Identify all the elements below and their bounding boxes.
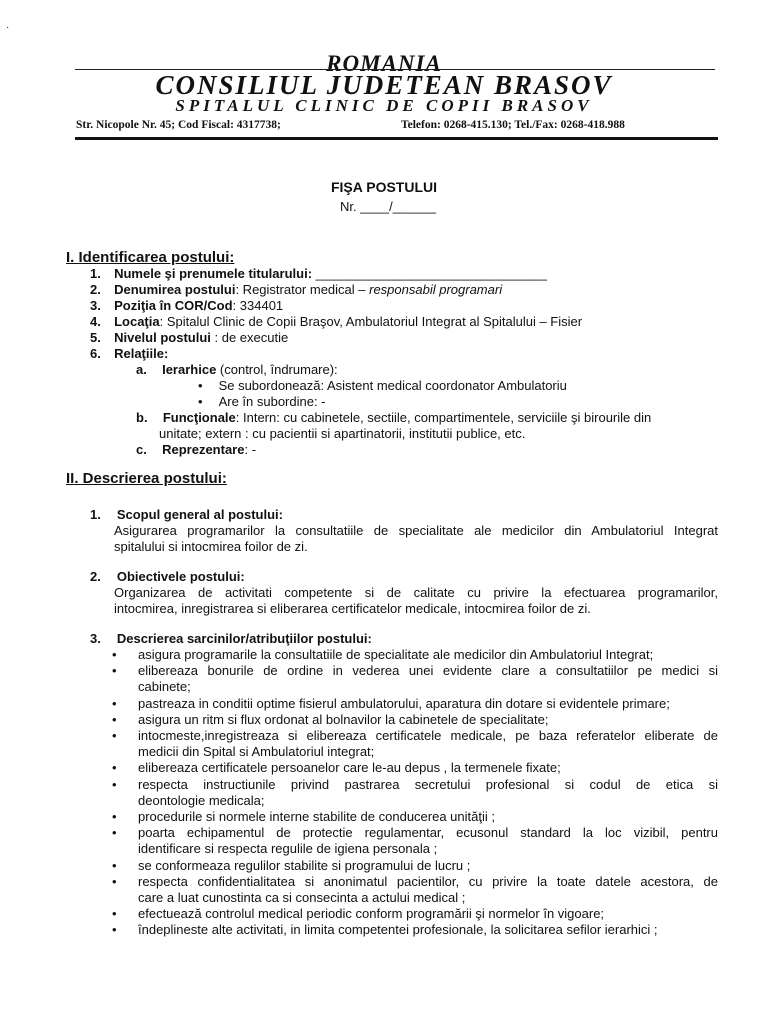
task-item-line: respecta instructiunile privind pastrarea secretului profesional si codul de etica si <box>138 776 718 792</box>
scope-line-2: spitalului si intocmirea foilor de zi. <box>114 539 308 554</box>
item-label: Numele şi prenumele titularului: <box>114 266 313 281</box>
header-address: Str. Nicopole Nr. 45; Cod Fiscal: 4317738; <box>76 119 281 131</box>
task-item-line: elibereaza bonurile de ordine in vederea unei evidente clare a consultatiilor pe medici si <box>138 663 718 679</box>
item-3 <box>90 298 283 314</box>
item-label: Denumirea postului <box>114 282 236 297</box>
bullet-icon: • <box>112 906 117 922</box>
item-2 <box>90 282 502 298</box>
relation-text: : - <box>244 442 257 457</box>
section-1-heading: I. Identificarea postului: <box>66 249 235 266</box>
task-item-line: intocmeste,inregistreaza si elibereaza certificatele medicale, pe baza referatelor eliberate de <box>138 728 718 743</box>
relation-a <box>136 362 338 378</box>
bullet-icon: • <box>112 663 117 679</box>
item-number: 6. <box>90 346 101 361</box>
task-item-line: deontologie medicala; <box>138 792 265 808</box>
bullet-icon: • <box>112 728 117 743</box>
bullet-icon: • <box>112 825 117 841</box>
item-label: Relaţiile: <box>114 346 169 361</box>
objectives-line-1: Organizarea de activitati competente si de calitate cu privire la efectuarea programarilor, <box>114 585 718 600</box>
bullet-icon: • <box>112 857 117 873</box>
paragraph-number: 3. <box>90 631 101 646</box>
objectives-line-2: intocmirea, inregistrarea si eliberarea certificatelor medicale, intocmirea foilor de zi. <box>114 601 591 616</box>
task-item-line: elibereaza certificatele persoanelor care le-au depus , la termenele fixate; <box>138 760 561 776</box>
paragraph-title: Scopul general al postului: <box>116 507 283 522</box>
item-extra: responsabil programari <box>369 282 503 297</box>
bullet-icon: • <box>198 378 203 393</box>
relation-text: : Intern: cu cabinetele, sectiile, compartimentele, serviciile şi birourile din <box>235 410 652 425</box>
task-item-line: care a luat cunostinta ca si consecinta a actului medical ; <box>138 890 466 905</box>
item-number: 4. <box>90 314 101 329</box>
paragraph-title: Obiectivele postului: <box>116 569 245 584</box>
bullet-icon: • <box>112 809 117 824</box>
item-number: 2. <box>90 282 101 297</box>
task-item-line: asigura un ritm si flux ordonat al bolnavilor la cabinetele de specialitate; <box>138 711 549 727</box>
item-label: Poziţia în COR/Cod <box>114 298 233 313</box>
relation-letter: c. <box>136 442 147 457</box>
relation-title: Reprezentare <box>162 442 245 457</box>
relation-letter: b. <box>136 410 148 425</box>
document-number: Nr. ____/______ <box>340 199 437 214</box>
section-2-heading: II. Descrierea postului: <box>66 470 227 487</box>
relation-a-bullet-2 <box>198 394 326 410</box>
item-6 <box>90 346 168 362</box>
paragraph-title: Descrierea sarcinilor/atribuţiilor postului: <box>116 631 372 646</box>
relation-c <box>136 442 256 458</box>
task-item-line: cabinete; <box>138 679 191 695</box>
item-value: : 334401 <box>232 298 284 313</box>
task-item-line: identificare si respecta regulile de igiena personala ; <box>138 841 438 857</box>
item-value: : de executie <box>210 330 289 345</box>
relation-title: Funcţionale <box>162 410 236 425</box>
document-title: FIŞA POSTULUI <box>330 179 438 195</box>
bullet-icon: • <box>112 711 117 727</box>
header-council: CONSILIUL JUDETEAN BRASOV <box>155 70 613 100</box>
header-contact <box>76 118 716 132</box>
scan-speck: · <box>6 22 10 33</box>
bullet-text: Are în subordine: - <box>218 394 326 409</box>
relation-b <box>136 410 651 426</box>
tasks-heading <box>90 631 372 647</box>
header-hospital: SPITALUL CLINIC DE COPII BRASOV <box>175 96 593 115</box>
scope-line-1: Asigurarea programarilor la consultatiile de specialitate ale medicilor din Ambulatoriul Integrat <box>114 523 718 538</box>
relation-letter: a. <box>136 362 147 377</box>
task-item-line: se conformeaza regulilor stabilite si programului de lucru ; <box>138 857 471 873</box>
relation-a-bullet-1 <box>198 378 567 394</box>
task-item-line: medicii din Spital si Ambulatoriul integrat; <box>138 744 375 760</box>
bullet-icon: • <box>112 922 117 938</box>
paragraph-number: 1. <box>90 507 101 522</box>
item-5 <box>90 330 288 346</box>
item-1 <box>90 266 547 282</box>
item-number: 1. <box>90 266 101 281</box>
header-rule-bottom <box>75 137 718 140</box>
relation-title: Ierarhice <box>162 362 217 377</box>
paragraph-number: 2. <box>90 569 101 584</box>
task-item-line: efectuează controlul medical periodic conform programării şi normelor în vigoare; <box>138 906 605 922</box>
item-4 <box>90 314 582 330</box>
bullet-text: Se subordonează: Asistent medical coordonator Ambulatoriu <box>218 378 567 393</box>
objectives-heading <box>90 569 245 585</box>
bullet-icon: • <box>112 776 117 792</box>
item-number: 3. <box>90 298 101 313</box>
relation-text: (control, îndrumare): <box>216 362 338 377</box>
task-item-line: respecta confidentialitatea si anonimatul pacientilor, cu privire la toate datele acestora, de <box>138 873 718 889</box>
task-item-line: îndeplineste alte activitati, in limita competentei profesionale, la solicitarea sefilor ierarhici ; <box>138 922 658 938</box>
item-label: Nivelul postului <box>114 330 211 345</box>
bullet-icon: • <box>112 873 117 889</box>
task-item-line: poarta echipamentul de protectie regulamentar, ecusonul standard la loc vizibil, pentru <box>138 825 718 841</box>
bullet-icon: • <box>112 695 117 711</box>
task-item-line: asigura programarile la consultatiile de specialitate ale medicilor din Ambulatoriul Integrat; <box>138 647 654 662</box>
task-item-line: pastreaza in conditii optime fisierul ambulatorului, aparatura din dotare si evidentele primare; <box>138 695 670 711</box>
header-country: ROMANIA <box>326 51 442 76</box>
item-number: 5. <box>90 330 101 345</box>
bullet-icon: • <box>112 647 117 662</box>
bullet-icon: • <box>112 760 117 776</box>
item-value: : Registrator medical – <box>235 282 370 297</box>
item-value: : Spitalul Clinic de Copii Braşov, Ambulatoriul Integrat al Spitalului – Fisier <box>159 314 583 329</box>
header-phone: Telefon: 0268-415.130; Tel./Fax: 0268-418.988 <box>401 119 625 131</box>
task-item-line: procedurile si normele interne stabilite de conducerea unităţii ; <box>138 809 495 824</box>
item-value: ________________________________ <box>312 266 548 281</box>
relation-b-line-2: unitate; extern : cu pacientii si apartinatorii, institutii publice, etc. <box>159 426 526 441</box>
bullet-icon: • <box>198 394 203 409</box>
scope-heading <box>90 507 283 523</box>
item-label: Locaţia <box>114 314 160 329</box>
